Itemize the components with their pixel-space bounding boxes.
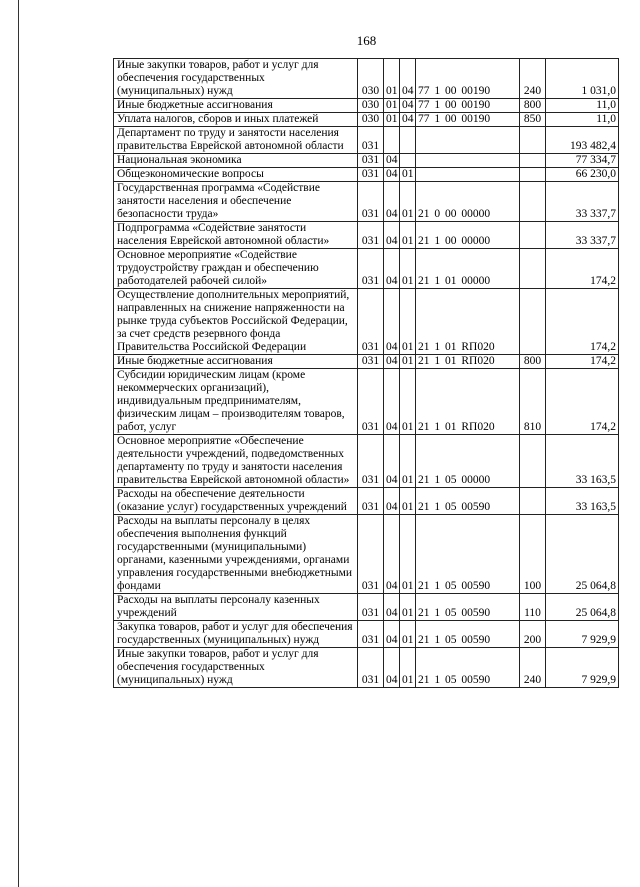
row-subsection-code: 01 [400, 289, 416, 355]
row-section-code: 04 [384, 435, 400, 488]
row-amount: 7 929,9 [546, 621, 619, 648]
row-target-item-code: 21 1 05 00000 [416, 435, 520, 488]
row-target-item-code: 21 1 05 00590 [416, 648, 520, 688]
table-row [114, 369, 619, 435]
row-section-code: 04 [384, 488, 400, 515]
table-row [114, 435, 619, 488]
row-amount: 11,0 [546, 113, 619, 127]
table-row [114, 168, 619, 182]
row-subsection-code: 04 [400, 113, 416, 127]
row-name: Иные закупки товаров, работ и услуг для обеспечения государственных (муниципальных) нужд [114, 648, 358, 688]
table-row [114, 249, 619, 289]
row-amount: 174,2 [546, 355, 619, 369]
table-row [114, 222, 619, 249]
row-expense-type-code [520, 289, 546, 355]
row-target-item-code: 21 1 01 RП020 [416, 355, 520, 369]
row-expense-type-code [520, 488, 546, 515]
row-admin-code: 031 [358, 168, 384, 182]
table-row [114, 488, 619, 515]
row-subsection-code: 01 [400, 621, 416, 648]
row-expense-type-code [520, 168, 546, 182]
row-target-item-code: 21 1 01 00000 [416, 249, 520, 289]
row-expense-type-code: 200 [520, 621, 546, 648]
row-expense-type-code: 110 [520, 594, 546, 621]
row-section-code [384, 127, 400, 154]
row-name: Общеэкономические вопросы [114, 168, 358, 182]
row-section-code: 04 [384, 355, 400, 369]
row-section-code: 04 [384, 369, 400, 435]
row-amount: 193 482,4 [546, 127, 619, 154]
table-row [114, 99, 619, 113]
table-row [114, 648, 619, 688]
row-amount: 1 031,0 [546, 59, 619, 99]
row-section-code: 01 [384, 59, 400, 99]
row-section-code: 04 [384, 182, 400, 222]
row-section-code: 01 [384, 113, 400, 127]
table-row [114, 355, 619, 369]
row-subsection-code: 04 [400, 99, 416, 113]
row-admin-code: 030 [358, 99, 384, 113]
row-admin-code: 031 [358, 182, 384, 222]
row-admin-code: 031 [358, 435, 384, 488]
row-expense-type-code: 240 [520, 648, 546, 688]
row-amount: 33 337,7 [546, 222, 619, 249]
row-name: Национальная экономика [114, 154, 358, 168]
row-admin-code: 031 [358, 594, 384, 621]
row-subsection-code: 01 [400, 355, 416, 369]
row-expense-type-code [520, 435, 546, 488]
row-expense-type-code [520, 182, 546, 222]
row-name: Иные бюджетные ассигнования [114, 355, 358, 369]
row-expense-type-code: 810 [520, 369, 546, 435]
row-name: Департамент по труду и занятости населения правительства Еврейской автономной области [114, 127, 358, 154]
row-name: Уплата налогов, сборов и иных платежей [114, 113, 358, 127]
row-name: Субсидии юридическим лицам (кроме некоммерческих организаций), индивидуальным предпринимателям, физическим лицам – производителям товаров, работ, услуг [114, 369, 358, 435]
row-target-item-code: 77 1 00 00190 [416, 113, 520, 127]
row-amount: 33 163,5 [546, 435, 619, 488]
row-section-code: 04 [384, 154, 400, 168]
row-amount: 174,2 [546, 369, 619, 435]
row-amount: 33 163,5 [546, 488, 619, 515]
table-row [114, 59, 619, 99]
row-expense-type-code [520, 249, 546, 289]
page-number: 168 [356, 33, 377, 48]
row-subsection-code: 01 [400, 648, 416, 688]
row-section-code: 01 [384, 99, 400, 113]
row-amount: 11,0 [546, 99, 619, 113]
row-expense-type-code: 800 [520, 355, 546, 369]
row-name: Расходы на обеспечение деятельности (оказание услуг) государственных учреждений [114, 488, 358, 515]
table-row [114, 621, 619, 648]
budget-table [113, 58, 619, 688]
row-target-item-code [416, 168, 520, 182]
row-subsection-code: 04 [400, 59, 416, 99]
row-section-code: 04 [384, 648, 400, 688]
row-subsection-code: 01 [400, 168, 416, 182]
row-target-item-code: 21 1 05 00590 [416, 594, 520, 621]
row-amount: 33 337,7 [546, 182, 619, 222]
row-target-item-code: 21 1 05 00590 [416, 515, 520, 594]
row-section-code: 04 [384, 515, 400, 594]
row-section-code: 04 [384, 222, 400, 249]
row-section-code: 04 [384, 168, 400, 182]
row-target-item-code: 77 1 00 00190 [416, 99, 520, 113]
row-section-code: 04 [384, 621, 400, 648]
row-target-item-code: 21 1 05 00590 [416, 488, 520, 515]
row-amount: 77 334,7 [546, 154, 619, 168]
budget-table-container [113, 58, 619, 688]
row-subsection-code: 01 [400, 369, 416, 435]
table-row [114, 289, 619, 355]
left-margin-line [18, 0, 19, 887]
row-name: Расходы на выплаты персоналу в целях обеспечения выполнения функций государственными (муниципальными) органами, казенными учреждениями, органами управления государственными внебюджетными фондами [114, 515, 358, 594]
row-expense-type-code [520, 222, 546, 249]
row-target-item-code: 21 1 05 00590 [416, 621, 520, 648]
table-row [114, 127, 619, 154]
row-target-item-code: 21 0 00 00000 [416, 182, 520, 222]
row-admin-code: 031 [358, 355, 384, 369]
row-subsection-code: 01 [400, 222, 416, 249]
row-admin-code: 030 [358, 113, 384, 127]
budget-table-body [114, 59, 619, 688]
row-subsection-code: 01 [400, 435, 416, 488]
row-admin-code: 031 [358, 127, 384, 154]
row-admin-code: 030 [358, 59, 384, 99]
row-name: Основное мероприятие «Обеспечение деятельности учреждений, подведомственных департаменту по труду и занятости населения правительства Еврейской автономной области» [114, 435, 358, 488]
row-amount: 25 064,8 [546, 594, 619, 621]
row-admin-code: 031 [358, 222, 384, 249]
table-row [114, 113, 619, 127]
row-expense-type-code: 240 [520, 59, 546, 99]
row-section-code: 04 [384, 289, 400, 355]
row-expense-type-code [520, 127, 546, 154]
row-target-item-code [416, 154, 520, 168]
row-target-item-code: 77 1 00 00190 [416, 59, 520, 99]
row-subsection-code: 01 [400, 594, 416, 621]
table-row [114, 182, 619, 222]
row-admin-code: 031 [358, 249, 384, 289]
row-amount: 7 929,9 [546, 648, 619, 688]
row-expense-type-code [520, 154, 546, 168]
table-row [114, 515, 619, 594]
row-admin-code: 031 [358, 621, 384, 648]
row-subsection-code: 01 [400, 488, 416, 515]
row-admin-code: 031 [358, 488, 384, 515]
row-expense-type-code: 800 [520, 99, 546, 113]
row-admin-code: 031 [358, 515, 384, 594]
row-expense-type-code: 850 [520, 113, 546, 127]
row-admin-code: 031 [358, 648, 384, 688]
row-subsection-code: 01 [400, 249, 416, 289]
row-name: Иные закупки товаров, работ и услуг для обеспечения государственных (муниципальных) нужд [114, 59, 358, 99]
row-name: Иные бюджетные ассигнования [114, 99, 358, 113]
row-expense-type-code: 100 [520, 515, 546, 594]
row-admin-code: 031 [358, 154, 384, 168]
row-subsection-code [400, 127, 416, 154]
row-target-item-code: 21 1 01 RП020 [416, 369, 520, 435]
row-subsection-code: 01 [400, 182, 416, 222]
row-name: Расходы на выплаты персоналу казенных учреждений [114, 594, 358, 621]
row-name: Осуществление дополнительных мероприятий, направленных на снижение напряженности на рынке труда субъектов Российской Федерации, за счет средств резервного фонда Правительства Российской Федерации [114, 289, 358, 355]
row-amount: 174,2 [546, 249, 619, 289]
row-amount: 174,2 [546, 289, 619, 355]
row-section-code: 04 [384, 249, 400, 289]
row-target-item-code: 21 1 00 00000 [416, 222, 520, 249]
table-row [114, 594, 619, 621]
row-name: Закупка товаров, работ и услуг для обеспечения государственных (муниципальных) нужд [114, 621, 358, 648]
row-subsection-code [400, 154, 416, 168]
table-row [114, 154, 619, 168]
row-name: Подпрограмма «Содействие занятости населения Еврейской автономной области» [114, 222, 358, 249]
row-amount: 25 064,8 [546, 515, 619, 594]
row-target-item-code [416, 127, 520, 154]
row-name: Основное мероприятие «Содействие трудоустройству граждан и обеспечению работодателей рабочей силой» [114, 249, 358, 289]
row-section-code: 04 [384, 594, 400, 621]
row-admin-code: 031 [358, 289, 384, 355]
row-target-item-code: 21 1 01 RП020 [416, 289, 520, 355]
row-name: Государственная программа «Содействие занятости населения и обеспечение безопасности труда» [114, 182, 358, 222]
row-admin-code: 031 [358, 369, 384, 435]
row-amount: 66 230,0 [546, 168, 619, 182]
row-subsection-code: 01 [400, 515, 416, 594]
